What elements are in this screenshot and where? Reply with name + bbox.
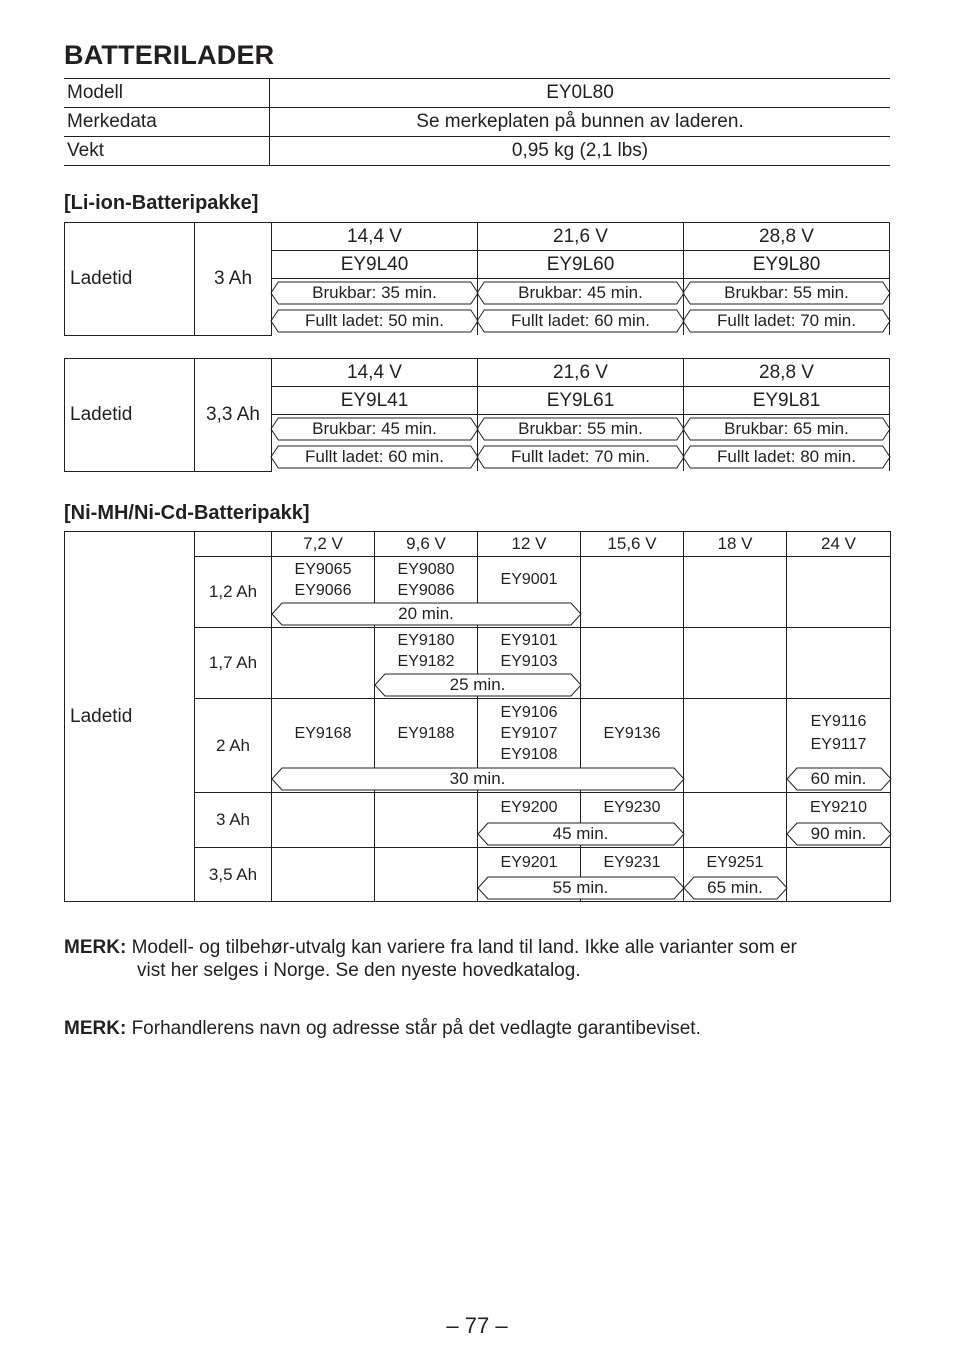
model-number: EY9108: [500, 745, 558, 763]
capacity-label: 1,2 Ah: [195, 557, 272, 628]
charge-time-arrow: [272, 603, 581, 625]
full-time-label: Fullt ladet: 70 min.: [683, 310, 890, 332]
usable-time-cell: [684, 415, 890, 444]
full-time-label: Fullt ladet: 70 min.: [477, 446, 684, 468]
header-empty-cell: [195, 532, 272, 557]
model-cell: [787, 557, 891, 628]
model-cell: [684, 628, 787, 699]
model-cell: [272, 628, 375, 699]
full-time-cell: [478, 307, 684, 335]
model-number: EY9103: [500, 652, 558, 670]
model-list: [272, 557, 375, 603]
model-number: EY9116: [810, 713, 867, 730]
model-cell: EY9L60: [478, 251, 684, 279]
model-cell: [581, 557, 684, 628]
spec-row: [64, 79, 890, 108]
model-cell: EY9L80: [684, 251, 890, 279]
model-cell: [684, 557, 787, 628]
model-cell: EY9L41: [272, 387, 478, 415]
charge-time-arrow: [272, 768, 684, 790]
model-list: [478, 848, 581, 877]
note-2: [64, 1017, 701, 1040]
spec-table: [64, 78, 890, 166]
charge-time-label: Ladetid: [65, 223, 195, 336]
usable-time-label: Brukbar: 55 min.: [477, 418, 684, 440]
model-list: [684, 848, 787, 877]
spec-value: Se merkeplaten på bunnen av laderen.: [270, 108, 891, 137]
model-list: [478, 699, 581, 768]
voltage-header: 28,8 V: [684, 359, 890, 387]
voltage-header: 14,4 V: [272, 359, 478, 387]
full-time-cell: [684, 443, 890, 471]
usable-time-cell: [272, 279, 478, 308]
model-number: EY9117: [810, 736, 867, 753]
model-cell: [375, 848, 478, 902]
voltage-header: 18 V: [684, 532, 787, 557]
spec-label: Merkedata: [64, 108, 270, 137]
model-number: EY9200: [500, 799, 558, 816]
model-list: [375, 557, 478, 603]
charge-time-arrow: [375, 674, 581, 696]
model-number: EY9106: [500, 703, 558, 721]
note-1: [64, 936, 797, 982]
model-number: EY9168: [294, 724, 352, 742]
charge-time-label: 65 min.: [707, 877, 763, 897]
model-number: EY9231: [603, 853, 661, 871]
voltage-header: 21,6 V: [478, 359, 684, 387]
model-cell: EY9L61: [478, 387, 684, 415]
voltage-header: 28,8 V: [684, 223, 890, 251]
voltage-header: 21,6 V: [478, 223, 684, 251]
voltage-header: 7,2 V: [272, 532, 375, 557]
model-list: [787, 793, 891, 823]
model-number: EY9201: [500, 853, 558, 871]
model-number: EY9251: [706, 853, 764, 871]
liion-table-2: [64, 358, 890, 472]
model-number: EY9210: [810, 799, 867, 816]
model-cell: [272, 848, 375, 902]
model-list: [272, 699, 375, 768]
model-list: [581, 793, 684, 823]
model-cell: [272, 793, 375, 848]
model-number: EY9001: [500, 571, 558, 588]
capacity-label: 3 Ah: [195, 223, 272, 336]
model-number: EY9180: [397, 631, 455, 649]
charge-time-label: 90 min.: [810, 823, 867, 843]
full-time-label: Fullt ladet: 60 min.: [477, 310, 684, 332]
spec-row: [64, 108, 890, 137]
model-number: EY9066: [294, 581, 352, 599]
capacity-label: 3,3 Ah: [195, 359, 272, 472]
model-list: [787, 699, 891, 768]
spec-value: 0,95 kg (2,1 lbs): [270, 137, 891, 166]
full-time-cell: [478, 443, 684, 471]
usable-time-label: Brukbar: 45 min.: [477, 282, 684, 304]
charge-time-arrow: [684, 877, 787, 899]
spec-label: Modell: [64, 79, 270, 108]
charge-time-arrow: [478, 877, 684, 899]
capacity-label: 3,5 Ah: [195, 848, 272, 902]
spec-value: EY0L80: [270, 79, 891, 108]
liion-heading: [Li-ion-Batteripakke]: [64, 192, 259, 214]
model-cell: EY9L81: [684, 387, 890, 415]
liion-table-1: [64, 222, 890, 336]
page-title: BATTERILADER: [64, 40, 275, 70]
model-number: EY9230: [603, 799, 661, 816]
full-time-cell: [272, 443, 478, 471]
model-list: [375, 628, 478, 674]
charge-time-label: 60 min.: [810, 768, 867, 788]
charge-time-label: Ladetid: [65, 532, 195, 902]
model-cell: [581, 628, 684, 699]
model-cell: [684, 793, 787, 848]
voltage-header: 9,6 V: [375, 532, 478, 557]
model-cell: [787, 848, 891, 902]
nimh-heading: [Ni-MH/Ni-Cd-Batteripakk]: [64, 502, 310, 524]
charge-time-arrow: [787, 823, 891, 845]
model-number: EY9086: [397, 581, 455, 599]
note-text-continued: vist her selges i Norge. Se den nyeste hovedkatalog.: [137, 960, 581, 981]
charge-time-label: 55 min.: [552, 877, 609, 897]
charge-time-label: 25 min.: [449, 674, 506, 694]
capacity-label: 2 Ah: [195, 699, 272, 793]
usable-time-cell: [478, 279, 684, 308]
full-time-cell: [272, 307, 478, 335]
model-list: [375, 699, 478, 768]
usable-time-cell: [478, 415, 684, 444]
model-number: EY9182: [397, 652, 455, 670]
model-cell: [684, 699, 787, 793]
note-text: Forhandlerens navn og adresse står på det vedlagte garantibeviset.: [131, 1018, 701, 1039]
voltage-header: 15,6 V: [581, 532, 684, 557]
model-cell: EY9L40: [272, 251, 478, 279]
charge-time-label: 30 min.: [449, 768, 506, 788]
usable-time-cell: [272, 415, 478, 444]
note-text: Modell- og tilbehør-utvalg kan variere fra land til land. Ikke alle varianter som er: [131, 937, 797, 958]
note-label: MERK:: [64, 937, 127, 958]
charge-time-label: 20 min.: [398, 603, 454, 623]
model-number: EY9136: [603, 724, 661, 742]
spec-row: [64, 137, 890, 166]
capacity-label: 3 Ah: [195, 793, 272, 848]
voltage-header: 14,4 V: [272, 223, 478, 251]
capacity-label: 1,7 Ah: [195, 628, 272, 699]
note-label: MERK:: [64, 1018, 127, 1039]
model-number: EY9101: [500, 631, 558, 649]
page-number: – 77 –: [446, 1313, 508, 1338]
model-number: EY9080: [397, 560, 455, 578]
model-list: [581, 699, 684, 768]
full-time-label: Fullt ladet: 80 min.: [683, 446, 890, 468]
charge-time-arrow: [787, 768, 891, 790]
full-time-label: Fullt ladet: 50 min.: [271, 310, 478, 332]
model-number: EY9065: [294, 560, 352, 578]
usable-time-label: Brukbar: 65 min.: [683, 418, 890, 440]
model-list: [478, 793, 581, 823]
charge-time-label: 45 min.: [552, 823, 609, 843]
usable-time-label: Brukbar: 55 min.: [683, 282, 890, 304]
model-list: [478, 557, 581, 603]
usable-time-label: Brukbar: 35 min.: [271, 282, 478, 304]
model-number: EY9188: [397, 724, 455, 742]
charge-time-arrow: [478, 823, 684, 845]
usable-time-cell: [684, 279, 890, 308]
full-time-label: Fullt ladet: 60 min.: [271, 446, 478, 468]
spec-label: Vekt: [64, 137, 270, 166]
full-time-cell: [684, 307, 890, 335]
usable-time-label: Brukbar: 45 min.: [271, 418, 478, 440]
voltage-header: 24 V: [787, 532, 891, 557]
charge-time-label: Ladetid: [65, 359, 195, 472]
voltage-header: 12 V: [478, 532, 581, 557]
model-cell: [787, 628, 891, 699]
model-number: EY9107: [500, 724, 558, 742]
model-cell: [375, 793, 478, 848]
model-list: [478, 628, 581, 674]
model-list: [581, 848, 684, 877]
